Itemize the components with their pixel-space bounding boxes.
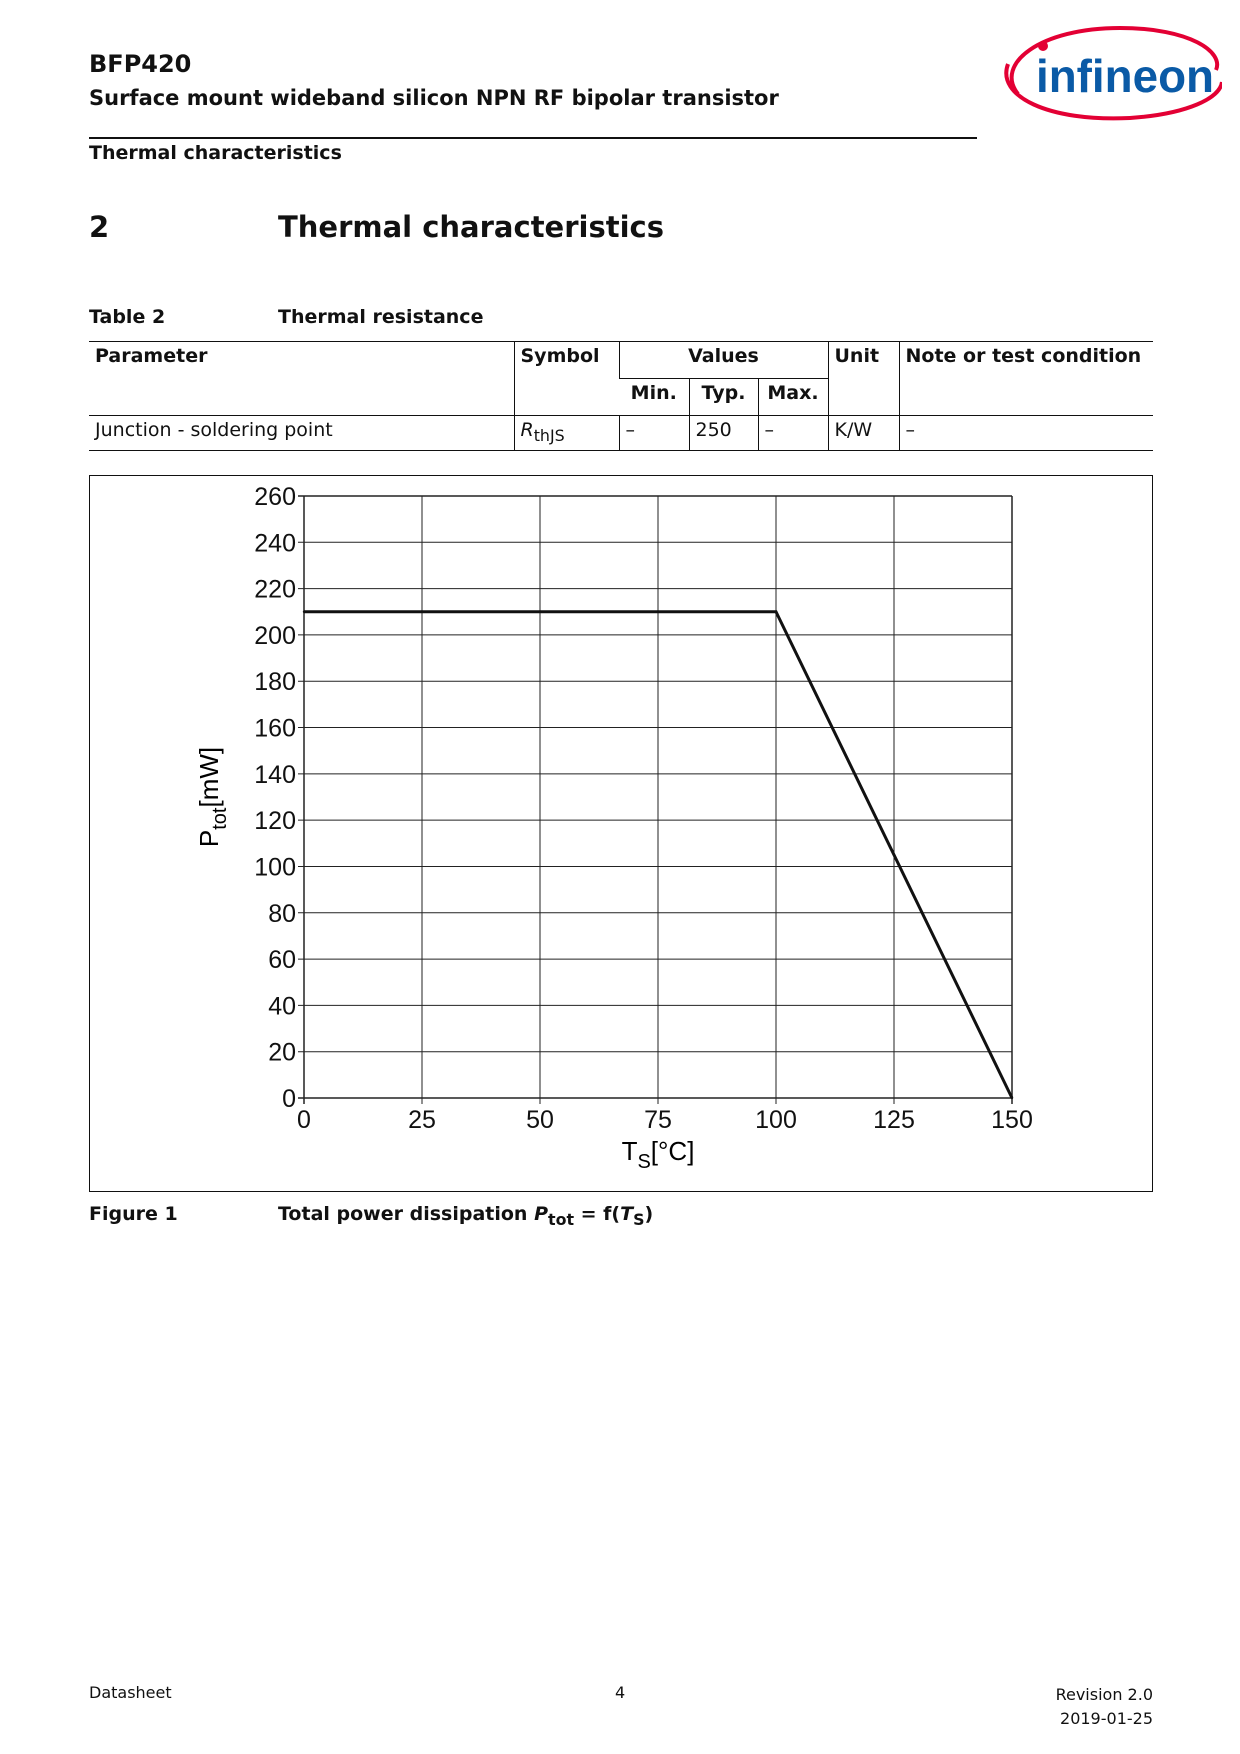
figure-caption [278,1203,653,1229]
data-point [303,611,305,613]
x-tick-label: 75 [644,1106,672,1134]
y-tick-label: 60 [268,946,296,975]
chapter-title: Thermal characteristics [278,210,664,244]
cell-unit: K/W [828,416,899,451]
y-tick-label: 200 [254,621,296,650]
cell-min: – [619,416,689,451]
power-dissipation-chart [90,476,1152,1191]
table-number: Table 2 [89,306,166,328]
caption-p-sub: tot [548,1209,575,1229]
y-tick-label: 220 [254,575,296,604]
logo-wordmark: infineon [1036,50,1214,102]
table-title: Thermal resistance [278,306,484,328]
document-title: BFP420 [89,50,192,78]
y-tick-label: 80 [268,899,296,928]
caption-p: P [534,1203,548,1225]
x-tick-label: 0 [297,1106,311,1134]
header-min: Min. [619,379,689,416]
x-axis-subscript: S [637,1151,651,1173]
header-max: Max. [758,379,828,416]
caption-end: ) [644,1203,654,1225]
y-tick-label: 140 [254,760,296,789]
x-tick-label: 100 [755,1106,797,1134]
header-divider [89,137,977,139]
x-tick-label: 50 [526,1106,554,1134]
x-axis-unit: [°C] [650,1136,695,1166]
y-tick-label: 20 [268,1038,296,1067]
x-tick-label: 25 [408,1106,436,1134]
figure-label: Figure 1 [89,1203,178,1225]
x-tick-label: 150 [991,1106,1033,1134]
header-typ: Typ. [689,379,758,416]
footer-revision-block [1056,1683,1153,1731]
symbol-letter: R [520,419,534,441]
header-symbol: Symbol [514,342,619,416]
infineon-logo [1000,24,1222,124]
cell-typ: 250 [689,416,758,451]
symbol-subscript: thJS [533,425,565,445]
y-axis-title [194,747,231,847]
cell-max: – [758,416,828,451]
header-unit: Unit [828,342,899,416]
y-axis-unit: [mW] [194,746,224,808]
thermal-resistance-table [89,341,1153,451]
table-row [89,416,1153,451]
data-point [775,611,777,613]
caption-mid: = f( [574,1203,621,1225]
cell-note: – [899,416,1153,451]
x-tick-label: 125 [873,1106,915,1134]
cell-symbol [514,416,619,451]
y-axis-symbol: P [194,829,224,848]
y-tick-label: 180 [254,668,296,697]
document-subtitle: Surface mount wideband silicon NPN RF bipolar transistor [89,86,779,110]
x-axis-title [622,1136,695,1173]
page-number: 4 [615,1683,626,1702]
caption-t: T [620,1203,634,1225]
header-note: Note or test condition [899,342,1153,416]
footer-revision: Revision 2.0 [1055,1685,1153,1704]
footer-date: 2019-01-25 [1060,1709,1153,1728]
x-axis-symbol: T [621,1136,638,1166]
y-tick-label: 240 [254,529,296,558]
y-tick-label: 100 [254,853,296,882]
data-point [1011,1097,1013,1099]
chapter-number: 2 [89,210,110,244]
caption-t-sub: S [633,1209,645,1229]
caption-prefix: Total power dissipation [278,1203,535,1225]
figure-frame [89,475,1153,1192]
header-values: Values [619,342,828,379]
y-axis-subscript: tot [209,807,231,830]
cell-parameter: Junction - soldering point [89,416,514,451]
y-tick-label: 260 [254,483,296,511]
y-tick-label: 0 [282,1085,296,1113]
y-tick-label: 160 [254,714,296,743]
y-tick-label: 120 [254,807,296,836]
y-tick-label: 40 [268,992,296,1021]
footer-doc-type: Datasheet [89,1683,172,1702]
header-parameter: Parameter [89,342,514,416]
running-section-header: Thermal characteristics [89,142,342,164]
